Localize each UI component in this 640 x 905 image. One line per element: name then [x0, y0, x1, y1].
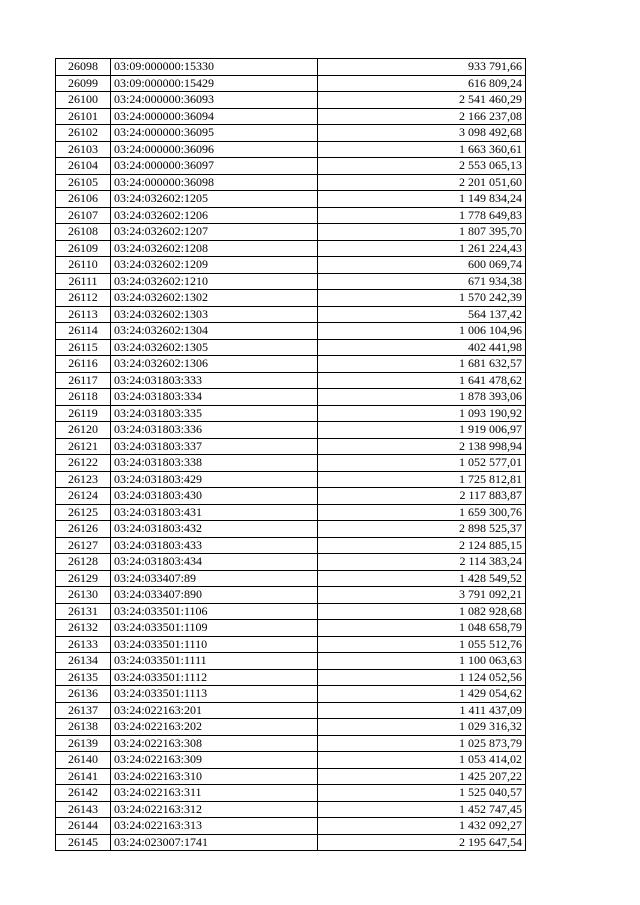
cadastral-number-cell: 03:24:031803:431 [111, 504, 318, 521]
table-row [56, 224, 526, 241]
table-row [56, 504, 526, 521]
cadastral-number-cell: 03:24:033501:1106 [111, 603, 318, 620]
row-number-cell: 26140 [56, 752, 111, 769]
cadastral-number-cell: 03:24:032602:1210 [111, 273, 318, 290]
table-row [56, 455, 526, 472]
cadastral-value-cell: 2 114 383,24 [318, 554, 526, 571]
table-row [56, 372, 526, 389]
cadastral-value-cell: 1 663 360,61 [318, 141, 526, 158]
table-row [56, 603, 526, 620]
cadastral-number-cell: 03:24:022163:310 [111, 768, 318, 785]
row-number-cell: 26110 [56, 257, 111, 274]
table-row [56, 488, 526, 505]
cadastral-value-cell: 1 411 437,09 [318, 702, 526, 719]
cadastral-number-cell: 03:24:032602:1306 [111, 356, 318, 373]
cadastral-value-cell: 1 778 649,83 [318, 207, 526, 224]
cadastral-value-cell: 671 934,38 [318, 273, 526, 290]
row-number-cell: 26128 [56, 554, 111, 571]
table-row [56, 389, 526, 406]
cadastral-number-cell: 03:24:032602:1302 [111, 290, 318, 307]
cadastral-value-cell: 1 055 512,76 [318, 636, 526, 653]
table-row [56, 537, 526, 554]
row-number-cell: 26102 [56, 125, 111, 142]
cadastral-value-cell: 1 425 207,22 [318, 768, 526, 785]
row-number-cell: 26130 [56, 587, 111, 604]
row-number-cell: 26117 [56, 372, 111, 389]
cadastral-value-cell: 2 195 647,54 [318, 834, 526, 851]
row-number-cell: 26142 [56, 785, 111, 802]
cadastral-number-cell: 03:24:000000:36093 [111, 92, 318, 109]
row-number-cell: 26101 [56, 108, 111, 125]
table-row [56, 471, 526, 488]
table-row [56, 75, 526, 92]
cadastral-value-cell: 1 807 395,70 [318, 224, 526, 241]
cadastral-value-cell: 2 541 460,29 [318, 92, 526, 109]
cadastral-value-cell: 1 570 242,39 [318, 290, 526, 307]
table-row [56, 719, 526, 736]
table-row [56, 207, 526, 224]
row-number-cell: 26124 [56, 488, 111, 505]
row-number-cell: 26099 [56, 75, 111, 92]
row-number-cell: 26098 [56, 59, 111, 76]
table-row [56, 686, 526, 703]
cadastral-number-cell: 03:24:032602:1209 [111, 257, 318, 274]
row-number-cell: 26137 [56, 702, 111, 719]
cadastral-value-cell: 1 878 393,06 [318, 389, 526, 406]
row-number-cell: 26138 [56, 719, 111, 736]
cadastral-value-cell: 3 098 492,68 [318, 125, 526, 142]
cadastral-number-cell: 03:24:033407:890 [111, 587, 318, 604]
row-number-cell: 26143 [56, 801, 111, 818]
cadastral-number-cell: 03:24:022163:311 [111, 785, 318, 802]
row-number-cell: 26145 [56, 834, 111, 851]
table-row [56, 818, 526, 835]
table-row [56, 191, 526, 208]
cadastral-number-cell: 03:24:022163:308 [111, 735, 318, 752]
cadastral-value-cell: 2 898 525,37 [318, 521, 526, 538]
cadastral-value-table [55, 58, 526, 851]
cadastral-number-cell: 03:24:032602:1205 [111, 191, 318, 208]
row-number-cell: 26105 [56, 174, 111, 191]
cadastral-value-cell: 1 725 812,81 [318, 471, 526, 488]
cadastral-number-cell: 03:24:033501:1113 [111, 686, 318, 703]
table-row [56, 422, 526, 439]
row-number-cell: 26144 [56, 818, 111, 835]
table-row [56, 273, 526, 290]
row-number-cell: 26106 [56, 191, 111, 208]
row-number-cell: 26135 [56, 669, 111, 686]
cadastral-value-cell: 1 452 747,45 [318, 801, 526, 818]
row-number-cell: 26120 [56, 422, 111, 439]
cadastral-number-cell: 03:24:022163:202 [111, 719, 318, 736]
cadastral-number-cell: 03:24:022163:312 [111, 801, 318, 818]
table-row [56, 636, 526, 653]
cadastral-number-cell: 03:09:000000:15429 [111, 75, 318, 92]
cadastral-number-cell: 03:24:031803:434 [111, 554, 318, 571]
cadastral-number-cell: 03:24:032602:1208 [111, 240, 318, 257]
row-number-cell: 26126 [56, 521, 111, 538]
cadastral-value-cell: 1 053 414,02 [318, 752, 526, 769]
row-number-cell: 26122 [56, 455, 111, 472]
table-row [56, 620, 526, 637]
table-row [56, 141, 526, 158]
cadastral-value-cell: 564 137,42 [318, 306, 526, 323]
cadastral-value-cell: 616 809,24 [318, 75, 526, 92]
cadastral-number-cell: 03:24:031803:430 [111, 488, 318, 505]
table-row [56, 339, 526, 356]
row-number-cell: 26125 [56, 504, 111, 521]
table-row [56, 554, 526, 571]
cadastral-number-cell: 03:24:023007:1741 [111, 834, 318, 851]
cadastral-value-cell: 1 029 316,32 [318, 719, 526, 736]
cadastral-number-cell: 03:24:031803:338 [111, 455, 318, 472]
table-row [56, 752, 526, 769]
table-row [56, 669, 526, 686]
row-number-cell: 26131 [56, 603, 111, 620]
cadastral-number-cell: 03:24:022163:309 [111, 752, 318, 769]
row-number-cell: 26129 [56, 570, 111, 587]
cadastral-value-cell: 3 791 092,21 [318, 587, 526, 604]
table-row [56, 356, 526, 373]
table-body [56, 59, 526, 851]
table-row [56, 59, 526, 76]
row-number-cell: 26107 [56, 207, 111, 224]
table-row [56, 290, 526, 307]
cadastral-value-cell: 1 428 549,52 [318, 570, 526, 587]
cadastral-value-cell: 1 100 063,63 [318, 653, 526, 670]
cadastral-number-cell: 03:24:033501:1112 [111, 669, 318, 686]
cadastral-number-cell: 03:24:031803:429 [111, 471, 318, 488]
cadastral-number-cell: 03:24:000000:36094 [111, 108, 318, 125]
row-number-cell: 26103 [56, 141, 111, 158]
cadastral-value-cell: 1 429 054,62 [318, 686, 526, 703]
cadastral-value-cell: 1 261 224,43 [318, 240, 526, 257]
cadastral-value-cell: 1 659 300,76 [318, 504, 526, 521]
table-row [56, 570, 526, 587]
cadastral-value-cell: 2 124 885,15 [318, 537, 526, 554]
table-row [56, 257, 526, 274]
table-row [56, 768, 526, 785]
row-number-cell: 26127 [56, 537, 111, 554]
row-number-cell: 26114 [56, 323, 111, 340]
cadastral-value-cell: 1 681 632,57 [318, 356, 526, 373]
table-row [56, 405, 526, 422]
cadastral-value-cell: 933 791,66 [318, 59, 526, 76]
cadastral-number-cell: 03:24:032602:1304 [111, 323, 318, 340]
cadastral-value-cell: 1 048 658,79 [318, 620, 526, 637]
cadastral-number-cell: 03:24:031803:334 [111, 389, 318, 406]
cadastral-number-cell: 03:24:000000:36096 [111, 141, 318, 158]
cadastral-value-cell: 1 006 104,96 [318, 323, 526, 340]
row-number-cell: 26119 [56, 405, 111, 422]
row-number-cell: 26134 [56, 653, 111, 670]
row-number-cell: 26100 [56, 92, 111, 109]
cadastral-value-cell: 1 093 190,92 [318, 405, 526, 422]
row-number-cell: 26136 [56, 686, 111, 703]
cadastral-number-cell: 03:24:031803:433 [111, 537, 318, 554]
row-number-cell: 26108 [56, 224, 111, 241]
table-row [56, 653, 526, 670]
table-row [56, 521, 526, 538]
cadastral-value-cell: 1 149 834,24 [318, 191, 526, 208]
row-number-cell: 26118 [56, 389, 111, 406]
table-row [56, 323, 526, 340]
cadastral-number-cell: 03:24:033501:1109 [111, 620, 318, 637]
cadastral-value-cell: 1 525 040,57 [318, 785, 526, 802]
cadastral-number-cell: 03:24:032602:1206 [111, 207, 318, 224]
cadastral-value-cell: 1 082 928,68 [318, 603, 526, 620]
row-number-cell: 26111 [56, 273, 111, 290]
cadastral-number-cell: 03:24:033501:1111 [111, 653, 318, 670]
table-row [56, 306, 526, 323]
row-number-cell: 26141 [56, 768, 111, 785]
cadastral-value-cell: 600 069,74 [318, 257, 526, 274]
row-number-cell: 26132 [56, 620, 111, 637]
row-number-cell: 26115 [56, 339, 111, 356]
cadastral-number-cell: 03:24:031803:432 [111, 521, 318, 538]
table-row [56, 438, 526, 455]
cadastral-number-cell: 03:09:000000:15330 [111, 59, 318, 76]
table-row [56, 702, 526, 719]
cadastral-value-cell: 1 124 052,56 [318, 669, 526, 686]
cadastral-value-cell: 1 641 478,62 [318, 372, 526, 389]
table-row [56, 108, 526, 125]
cadastral-value-cell: 2 201 051,60 [318, 174, 526, 191]
table-row [56, 174, 526, 191]
cadastral-number-cell: 03:24:031803:335 [111, 405, 318, 422]
cadastral-value-cell: 1 432 092,27 [318, 818, 526, 835]
row-number-cell: 26133 [56, 636, 111, 653]
table-row [56, 587, 526, 604]
table-row [56, 92, 526, 109]
cadastral-value-cell: 2 138 998,94 [318, 438, 526, 455]
cadastral-number-cell: 03:24:000000:36097 [111, 158, 318, 175]
row-number-cell: 26113 [56, 306, 111, 323]
cadastral-number-cell: 03:24:031803:337 [111, 438, 318, 455]
table-row [56, 785, 526, 802]
row-number-cell: 26104 [56, 158, 111, 175]
cadastral-value-cell: 2 553 065,13 [318, 158, 526, 175]
cadastral-value-cell: 2 166 237,08 [318, 108, 526, 125]
row-number-cell: 26121 [56, 438, 111, 455]
table-row [56, 801, 526, 818]
cadastral-number-cell: 03:24:031803:333 [111, 372, 318, 389]
cadastral-value-cell: 2 117 883,87 [318, 488, 526, 505]
row-number-cell: 26139 [56, 735, 111, 752]
cadastral-number-cell: 03:24:033501:1110 [111, 636, 318, 653]
cadastral-number-cell: 03:24:033407:89 [111, 570, 318, 587]
cadastral-value-cell: 1 052 577,01 [318, 455, 526, 472]
cadastral-number-cell: 03:24:000000:36095 [111, 125, 318, 142]
row-number-cell: 26116 [56, 356, 111, 373]
table-row [56, 125, 526, 142]
cadastral-number-cell: 03:24:032602:1303 [111, 306, 318, 323]
cadastral-number-cell: 03:24:022163:313 [111, 818, 318, 835]
cadastral-number-cell: 03:24:000000:36098 [111, 174, 318, 191]
document-page [55, 58, 526, 851]
cadastral-value-cell: 1 025 873,79 [318, 735, 526, 752]
table-row [56, 158, 526, 175]
table-row [56, 834, 526, 851]
cadastral-value-cell: 1 919 006,97 [318, 422, 526, 439]
cadastral-value-cell: 402 441,98 [318, 339, 526, 356]
cadastral-number-cell: 03:24:032602:1305 [111, 339, 318, 356]
row-number-cell: 26123 [56, 471, 111, 488]
cadastral-number-cell: 03:24:022163:201 [111, 702, 318, 719]
cadastral-number-cell: 03:24:031803:336 [111, 422, 318, 439]
table-row [56, 735, 526, 752]
row-number-cell: 26112 [56, 290, 111, 307]
cadastral-number-cell: 03:24:032602:1207 [111, 224, 318, 241]
row-number-cell: 26109 [56, 240, 111, 257]
table-row [56, 240, 526, 257]
